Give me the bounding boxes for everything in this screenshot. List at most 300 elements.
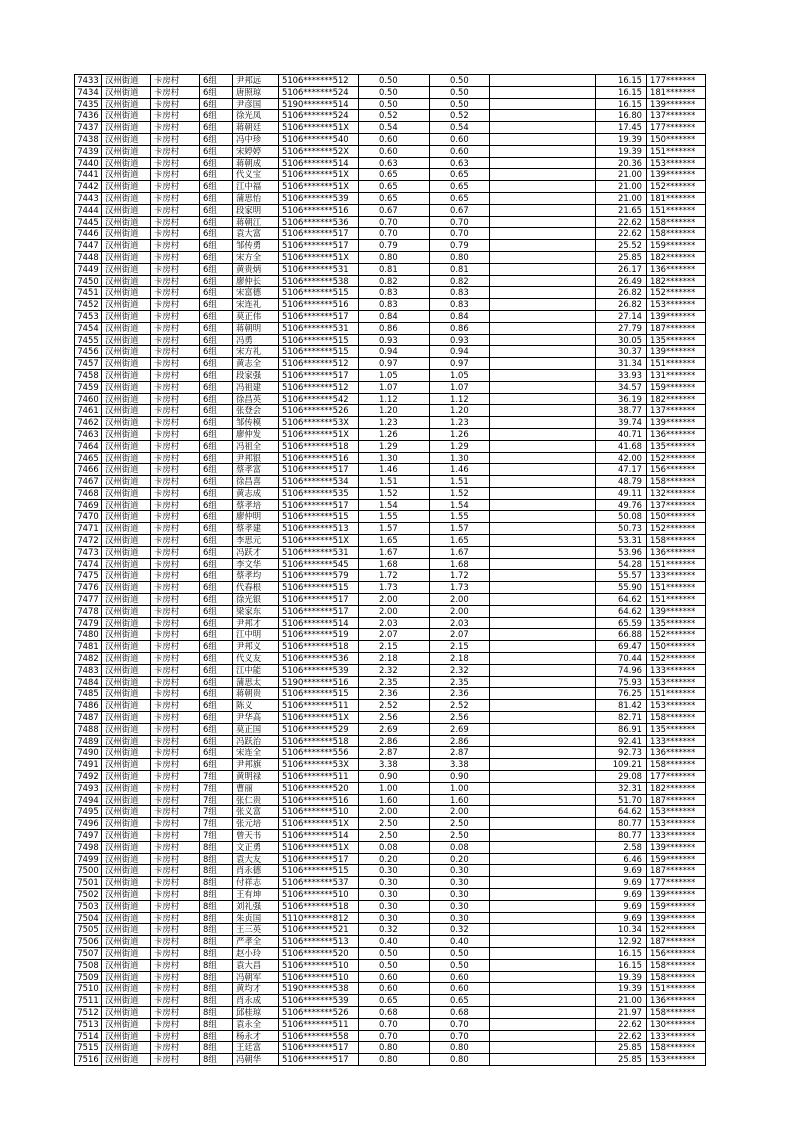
id-number-cell: 5106*******558: [279, 1030, 359, 1042]
serial-cell: 7474: [75, 558, 102, 570]
phone-cell: 135*******: [647, 334, 706, 346]
serial-cell: 7442: [75, 181, 102, 193]
id-number-cell: 5106*******515: [279, 582, 359, 594]
area-confirmed-cell: 1.20: [430, 405, 490, 417]
name-cell: 黄均才: [233, 983, 279, 995]
phone-cell: 177*******: [647, 877, 706, 889]
table-row: [75, 393, 706, 405]
group-cell: 8组: [200, 1042, 233, 1054]
group-cell: 6组: [200, 594, 233, 606]
table-body: [75, 75, 706, 1066]
phone-cell: 151*******: [647, 582, 706, 594]
table-row: [75, 570, 706, 582]
amount-cell: 39.74: [596, 417, 647, 429]
area-cell: 0.30: [359, 912, 430, 924]
area-cell: 0.50: [359, 947, 430, 959]
table-row: [75, 452, 706, 464]
village-cell: 卡房村: [151, 86, 200, 98]
area-confirmed-cell: 1.23: [430, 417, 490, 429]
name-cell: 邹传勇: [233, 240, 279, 252]
table-row: [75, 676, 706, 688]
table-row: [75, 299, 706, 311]
area-cell: 2.35: [359, 676, 430, 688]
area-cell: 1.46: [359, 464, 430, 476]
amount-cell: 92.73: [596, 747, 647, 759]
amount-cell: 53.31: [596, 535, 647, 547]
serial-cell: 7459: [75, 381, 102, 393]
serial-cell: 7443: [75, 192, 102, 204]
amount-cell: 25.85: [596, 1054, 647, 1066]
amount-cell: 21.00: [596, 995, 647, 1007]
area-confirmed-cell: 0.90: [430, 771, 490, 783]
id-number-cell: 5106*******512: [279, 75, 359, 87]
street-cell: 汉州街道: [102, 181, 151, 193]
name-cell: 廖仲长: [233, 275, 279, 287]
table-row: [75, 830, 706, 842]
area-confirmed-cell: 2.00: [430, 605, 490, 617]
id-number-cell: 5190*******514: [279, 98, 359, 110]
name-cell: 段家明: [233, 204, 279, 216]
serial-cell: 7452: [75, 299, 102, 311]
table-row: [75, 405, 706, 417]
id-number-cell: 5106*******514: [279, 157, 359, 169]
group-cell: 6组: [200, 169, 233, 181]
serial-cell: 7458: [75, 369, 102, 381]
area-confirmed-cell: 0.70: [430, 1030, 490, 1042]
street-cell: 汉州街道: [102, 535, 151, 547]
serial-cell: 7512: [75, 1006, 102, 1018]
table-row: [75, 1054, 706, 1066]
area-confirmed-cell: 1.55: [430, 511, 490, 523]
area-cell: 0.86: [359, 322, 430, 334]
area-confirmed-cell: 2.03: [430, 617, 490, 629]
area-confirmed-cell: 0.65: [430, 995, 490, 1007]
remark-cell: [490, 570, 596, 582]
name-cell: 徐光凤: [233, 110, 279, 122]
serial-cell: 7487: [75, 712, 102, 724]
table-row: [75, 747, 706, 759]
table-row: [75, 700, 706, 712]
area-confirmed-cell: 1.73: [430, 582, 490, 594]
phone-cell: 139*******: [647, 346, 706, 358]
street-cell: 汉州街道: [102, 346, 151, 358]
area-cell: 2.32: [359, 664, 430, 676]
street-cell: 汉州街道: [102, 841, 151, 853]
street-cell: 汉州街道: [102, 546, 151, 558]
street-cell: 汉州街道: [102, 582, 151, 594]
remark-cell: [490, 535, 596, 547]
serial-cell: 7496: [75, 818, 102, 830]
group-cell: 6组: [200, 405, 233, 417]
area-cell: 1.60: [359, 794, 430, 806]
table-row: [75, 771, 706, 783]
phone-cell: 152*******: [647, 181, 706, 193]
serial-cell: 7439: [75, 145, 102, 157]
group-cell: 6组: [200, 582, 233, 594]
amount-cell: 64.62: [596, 594, 647, 606]
street-cell: 汉州街道: [102, 983, 151, 995]
phone-cell: 153*******: [647, 806, 706, 818]
serial-cell: 7508: [75, 959, 102, 971]
remark-cell: [490, 464, 596, 476]
amount-cell: 26.49: [596, 275, 647, 287]
group-cell: 6组: [200, 735, 233, 747]
amount-cell: 21.97: [596, 1006, 647, 1018]
area-confirmed-cell: 0.30: [430, 865, 490, 877]
remark-cell: [490, 700, 596, 712]
area-cell: 2.87: [359, 747, 430, 759]
remark-cell: [490, 971, 596, 983]
serial-cell: 7464: [75, 440, 102, 452]
serial-cell: 7465: [75, 452, 102, 464]
id-number-cell: 5106*******517: [279, 605, 359, 617]
name-cell: 蒋朝廷: [233, 122, 279, 134]
name-cell: 王廷富: [233, 1042, 279, 1054]
street-cell: 汉州街道: [102, 204, 151, 216]
village-cell: 卡房村: [151, 546, 200, 558]
amount-cell: 64.62: [596, 605, 647, 617]
phone-cell: 153*******: [647, 157, 706, 169]
area-confirmed-cell: 2.86: [430, 735, 490, 747]
area-confirmed-cell: 1.26: [430, 428, 490, 440]
phone-cell: 137*******: [647, 499, 706, 511]
group-cell: 6组: [200, 381, 233, 393]
area-confirmed-cell: 1.51: [430, 476, 490, 488]
group-cell: 6组: [200, 86, 233, 98]
area-cell: 1.26: [359, 428, 430, 440]
phone-cell: 139*******: [647, 98, 706, 110]
table-row: [75, 629, 706, 641]
area-cell: 0.68: [359, 1006, 430, 1018]
phone-cell: 177*******: [647, 75, 706, 87]
village-cell: 卡房村: [151, 771, 200, 783]
serial-cell: 7472: [75, 535, 102, 547]
id-number-cell: 5110*******812: [279, 912, 359, 924]
serial-cell: 7440: [75, 157, 102, 169]
street-cell: 汉州街道: [102, 912, 151, 924]
street-cell: 汉州街道: [102, 747, 151, 759]
name-cell: 徐昌英: [233, 393, 279, 405]
amount-cell: 81.42: [596, 700, 647, 712]
area-cell: 0.60: [359, 145, 430, 157]
id-number-cell: 5106*******517: [279, 240, 359, 252]
table-row: [75, 358, 706, 370]
table-row: [75, 558, 706, 570]
remark-cell: [490, 369, 596, 381]
group-cell: 6组: [200, 546, 233, 558]
remark-cell: [490, 417, 596, 429]
amount-cell: 75.93: [596, 676, 647, 688]
name-cell: 张仁贵: [233, 794, 279, 806]
remark-cell: [490, 1006, 596, 1018]
street-cell: 汉州街道: [102, 676, 151, 688]
group-cell: 6组: [200, 216, 233, 228]
id-number-cell: 5106*******517: [279, 464, 359, 476]
id-number-cell: 5106*******511: [279, 1018, 359, 1030]
village-cell: 卡房村: [151, 322, 200, 334]
group-cell: 6组: [200, 287, 233, 299]
phone-cell: 187*******: [647, 936, 706, 948]
street-cell: 汉州街道: [102, 629, 151, 641]
amount-cell: 70.44: [596, 653, 647, 665]
street-cell: 汉州街道: [102, 877, 151, 889]
area-cell: 1.54: [359, 499, 430, 511]
amount-cell: 76.25: [596, 688, 647, 700]
name-cell: 宋方礼: [233, 346, 279, 358]
table-row: [75, 417, 706, 429]
village-cell: 卡房村: [151, 145, 200, 157]
group-cell: 6组: [200, 664, 233, 676]
area-cell: 0.30: [359, 888, 430, 900]
area-cell: 0.08: [359, 841, 430, 853]
amount-cell: 25.52: [596, 240, 647, 252]
village-cell: 卡房村: [151, 169, 200, 181]
id-number-cell: 5106*******512: [279, 381, 359, 393]
table-row: [75, 877, 706, 889]
remark-cell: [490, 75, 596, 87]
name-cell: 王有坤: [233, 888, 279, 900]
remark-cell: [490, 240, 596, 252]
phone-cell: 150*******: [647, 511, 706, 523]
name-cell: 蔡孝培: [233, 499, 279, 511]
group-cell: 6组: [200, 75, 233, 87]
area-confirmed-cell: 3.38: [430, 759, 490, 771]
phone-cell: 159*******: [647, 900, 706, 912]
group-cell: 8组: [200, 959, 233, 971]
area-confirmed-cell: 0.65: [430, 169, 490, 181]
area-confirmed-cell: 0.50: [430, 86, 490, 98]
area-confirmed-cell: 0.20: [430, 853, 490, 865]
amount-cell: 51.70: [596, 794, 647, 806]
area-confirmed-cell: 0.79: [430, 240, 490, 252]
street-cell: 汉州街道: [102, 251, 151, 263]
group-cell: 7组: [200, 830, 233, 842]
group-cell: 6组: [200, 417, 233, 429]
phone-cell: 182*******: [647, 251, 706, 263]
phone-cell: 136*******: [647, 263, 706, 275]
remark-cell: [490, 782, 596, 794]
name-cell: 代春根: [233, 582, 279, 594]
area-cell: 0.67: [359, 204, 430, 216]
area-confirmed-cell: 0.50: [430, 947, 490, 959]
village-cell: 卡房村: [151, 924, 200, 936]
table-row: [75, 287, 706, 299]
remark-cell: [490, 346, 596, 358]
area-cell: 2.07: [359, 629, 430, 641]
group-cell: 6组: [200, 204, 233, 216]
area-confirmed-cell: 2.07: [430, 629, 490, 641]
serial-cell: 7470: [75, 511, 102, 523]
street-cell: 汉州街道: [102, 369, 151, 381]
street-cell: 汉州街道: [102, 428, 151, 440]
street-cell: 汉州街道: [102, 664, 151, 676]
name-cell: 梁家东: [233, 605, 279, 617]
area-confirmed-cell: 1.07: [430, 381, 490, 393]
group-cell: 8组: [200, 1054, 233, 1066]
area-cell: 0.60: [359, 133, 430, 145]
name-cell: 李思元: [233, 535, 279, 547]
name-cell: 蒲思太: [233, 676, 279, 688]
amount-cell: 42.00: [596, 452, 647, 464]
street-cell: 汉州街道: [102, 511, 151, 523]
id-number-cell: 5106*******531: [279, 263, 359, 275]
area-confirmed-cell: 0.50: [430, 959, 490, 971]
name-cell: 廖仲发: [233, 428, 279, 440]
name-cell: 张元培: [233, 818, 279, 830]
village-cell: 卡房村: [151, 641, 200, 653]
phone-cell: 151*******: [647, 358, 706, 370]
area-confirmed-cell: 0.81: [430, 263, 490, 275]
table-row: [75, 228, 706, 240]
table-row: [75, 310, 706, 322]
street-cell: 汉州街道: [102, 287, 151, 299]
area-cell: 0.20: [359, 853, 430, 865]
name-cell: 冯朝华: [233, 1054, 279, 1066]
street-cell: 汉州街道: [102, 605, 151, 617]
amount-cell: 19.39: [596, 971, 647, 983]
street-cell: 汉州街道: [102, 594, 151, 606]
group-cell: 6组: [200, 145, 233, 157]
area-confirmed-cell: 2.87: [430, 747, 490, 759]
table-row: [75, 133, 706, 145]
area-cell: 3.38: [359, 759, 430, 771]
serial-cell: 7492: [75, 771, 102, 783]
amount-cell: 36.19: [596, 393, 647, 405]
group-cell: 6组: [200, 192, 233, 204]
area-confirmed-cell: 0.67: [430, 204, 490, 216]
village-cell: 卡房村: [151, 511, 200, 523]
table-row: [75, 712, 706, 724]
id-number-cell: 5106*******518: [279, 641, 359, 653]
id-number-cell: 5106*******518: [279, 900, 359, 912]
area-cell: 0.54: [359, 122, 430, 134]
serial-cell: 7455: [75, 334, 102, 346]
group-cell: 8组: [200, 877, 233, 889]
street-cell: 汉州街道: [102, 381, 151, 393]
amount-cell: 38.77: [596, 405, 647, 417]
phone-cell: 158*******: [647, 1006, 706, 1018]
data-table: [74, 74, 706, 1066]
village-cell: 卡房村: [151, 216, 200, 228]
name-cell: 江中明: [233, 629, 279, 641]
serial-cell: 7460: [75, 393, 102, 405]
phone-cell: 153*******: [647, 299, 706, 311]
remark-cell: [490, 1030, 596, 1042]
group-cell: 6组: [200, 558, 233, 570]
phone-cell: 153*******: [647, 1054, 706, 1066]
serial-cell: 7485: [75, 688, 102, 700]
area-confirmed-cell: 0.97: [430, 358, 490, 370]
area-cell: 0.83: [359, 299, 430, 311]
remark-cell: [490, 900, 596, 912]
remark-cell: [490, 924, 596, 936]
name-cell: 尹彦国: [233, 98, 279, 110]
village-cell: 卡房村: [151, 417, 200, 429]
village-cell: 卡房村: [151, 971, 200, 983]
name-cell: 曾天书: [233, 830, 279, 842]
street-cell: 汉州街道: [102, 1006, 151, 1018]
group-cell: 8组: [200, 900, 233, 912]
id-number-cell: 5106*******535: [279, 487, 359, 499]
area-cell: 2.00: [359, 806, 430, 818]
id-number-cell: 5106*******517: [279, 1042, 359, 1054]
phone-cell: 158*******: [647, 959, 706, 971]
table-row: [75, 853, 706, 865]
group-cell: 7组: [200, 818, 233, 830]
name-cell: 朱贞国: [233, 912, 279, 924]
serial-cell: 7454: [75, 322, 102, 334]
street-cell: 汉州街道: [102, 240, 151, 252]
area-cell: 1.72: [359, 570, 430, 582]
name-cell: 尹华高: [233, 712, 279, 724]
village-cell: 卡房村: [151, 806, 200, 818]
amount-cell: 49.76: [596, 499, 647, 511]
street-cell: 汉州街道: [102, 358, 151, 370]
serial-cell: 7436: [75, 110, 102, 122]
area-confirmed-cell: 0.68: [430, 1006, 490, 1018]
group-cell: 8组: [200, 912, 233, 924]
remark-cell: [490, 228, 596, 240]
street-cell: 汉州街道: [102, 782, 151, 794]
remark-cell: [490, 888, 596, 900]
phone-cell: 150*******: [647, 641, 706, 653]
street-cell: 汉州街道: [102, 464, 151, 476]
village-cell: 卡房村: [151, 664, 200, 676]
area-cell: 0.60: [359, 983, 430, 995]
street-cell: 汉州街道: [102, 275, 151, 287]
id-number-cell: 5106*******515: [279, 334, 359, 346]
id-number-cell: 5106*******545: [279, 558, 359, 570]
table-row: [75, 499, 706, 511]
area-cell: 2.03: [359, 617, 430, 629]
table-row: [75, 818, 706, 830]
remark-cell: [490, 794, 596, 806]
serial-cell: 7480: [75, 629, 102, 641]
name-cell: 黄明禄: [233, 771, 279, 783]
amount-cell: 48.79: [596, 476, 647, 488]
name-cell: 蔡孝均: [233, 570, 279, 582]
remark-cell: [490, 1054, 596, 1066]
serial-cell: 7444: [75, 204, 102, 216]
serial-cell: 7438: [75, 133, 102, 145]
table-row: [75, 487, 706, 499]
serial-cell: 7489: [75, 735, 102, 747]
table-row: [75, 346, 706, 358]
area-confirmed-cell: 0.30: [430, 877, 490, 889]
name-cell: 江中能: [233, 664, 279, 676]
area-cell: 0.50: [359, 75, 430, 87]
area-cell: 0.50: [359, 98, 430, 110]
phone-cell: 131*******: [647, 369, 706, 381]
village-cell: 卡房村: [151, 841, 200, 853]
area-cell: 1.68: [359, 558, 430, 570]
id-number-cell: 5106*******534: [279, 476, 359, 488]
area-confirmed-cell: 0.83: [430, 287, 490, 299]
table-row: [75, 971, 706, 983]
area-confirmed-cell: 2.00: [430, 594, 490, 606]
remark-cell: [490, 122, 596, 134]
group-cell: 6组: [200, 641, 233, 653]
area-cell: 1.55: [359, 511, 430, 523]
street-cell: 汉州街道: [102, 98, 151, 110]
village-cell: 卡房村: [151, 204, 200, 216]
amount-cell: 19.39: [596, 133, 647, 145]
table-row: [75, 936, 706, 948]
group-cell: 6组: [200, 452, 233, 464]
id-number-cell: 5106*******539: [279, 192, 359, 204]
serial-cell: 7500: [75, 865, 102, 877]
area-confirmed-cell: 0.80: [430, 1042, 490, 1054]
